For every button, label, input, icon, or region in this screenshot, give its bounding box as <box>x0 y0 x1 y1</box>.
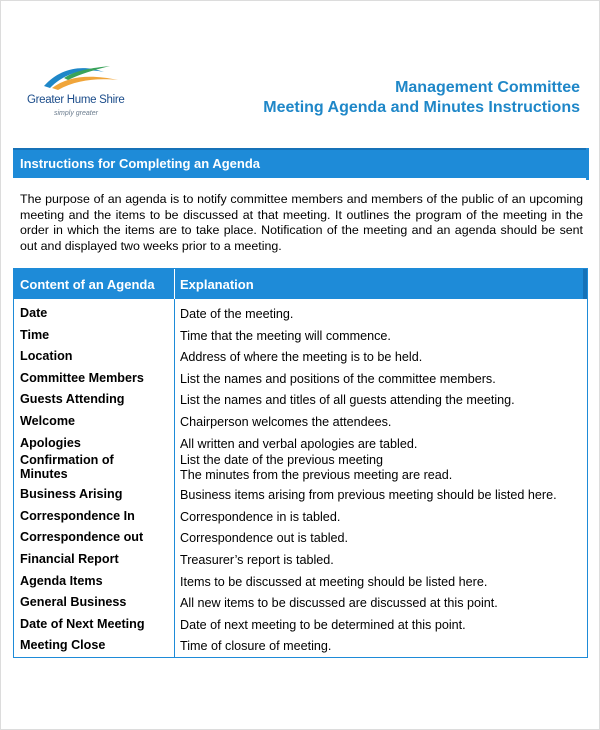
table-header <box>14 269 587 299</box>
row-label: Welcome <box>20 413 76 428</box>
row-label: Financial Report <box>20 551 119 566</box>
row-explanation: Address of where the meeting is to be held. <box>180 350 423 365</box>
row-label: Agenda Items <box>20 573 103 588</box>
row-label: Time <box>20 327 50 342</box>
table-row <box>14 411 587 433</box>
section-heading: Instructions for Completing an Agenda <box>20 156 261 171</box>
row-explanation: Time that the meeting will commence. <box>180 328 391 343</box>
row-label: Confirmation of Minutes <box>20 453 114 482</box>
table-row <box>14 454 587 484</box>
row-label: Committee Members <box>20 370 144 385</box>
row-explanation: Date of next meeting to be determined at this point. <box>180 617 466 632</box>
title-line-2: Meeting Agenda and Minutes Instructions <box>263 99 580 116</box>
row-explanation: Time of closure of meeting. <box>180 639 332 654</box>
row-explanation: Business items arising from previous meeting should be listed here. <box>180 488 557 503</box>
table-body <box>14 303 587 657</box>
row-explanation: All new items to be discussed are discussed at this point. <box>180 596 498 611</box>
row-label: Meeting Close <box>20 638 106 653</box>
row-label: General Business <box>20 595 127 610</box>
row-explanation: Treasurer’s report is tabled. <box>180 552 334 567</box>
row-label: Apologies <box>20 435 81 450</box>
table-row <box>14 346 587 368</box>
row-explanation: Chairperson welcomes the attendees. <box>180 414 392 429</box>
org-logo <box>27 62 137 122</box>
row-explanation: Date of the meeting. <box>180 307 294 321</box>
row-label: Correspondence out <box>20 530 144 545</box>
table-row <box>14 571 587 593</box>
row-explanation: List the names and titles of all guests attending the meeting. <box>180 393 515 408</box>
table-row <box>14 484 587 506</box>
row-label: Guests Attending <box>20 392 125 407</box>
row-explanation: List the date of the previous meeting The minutes from the previous meeting are read. <box>180 453 453 483</box>
row-explanation: Correspondence in is tabled. <box>180 509 341 524</box>
table-row <box>14 389 587 411</box>
row-explanation: Correspondence out is tabled. <box>180 531 349 546</box>
table-row <box>14 592 587 614</box>
section-bar-marker <box>586 148 589 180</box>
table-row <box>14 325 587 347</box>
table-row <box>14 614 587 636</box>
table-row <box>14 549 587 571</box>
section-heading-bar <box>13 148 589 178</box>
title-line-1: Management Committee <box>395 79 580 96</box>
table-row <box>14 506 587 528</box>
header-marker <box>583 269 587 299</box>
row-label: Location <box>20 349 73 364</box>
table-row <box>14 527 587 549</box>
org-name: Greater Hume Shire <box>27 94 125 106</box>
agenda-table <box>13 268 588 658</box>
intro-paragraph: The purpose of an agenda is to notify committee members and members of the public of an upcoming meeting and the items to be discussed at that meeting. It outlines the program of the meeting in the order in which the items are to take place. Notification of the meeting and an agenda should be sent out and displayed two weeks prior to a meeting. <box>20 192 583 253</box>
row-explanation: All written and verbal apologies are tabled. <box>180 436 418 451</box>
header-divider <box>174 269 175 299</box>
table-row <box>14 303 587 325</box>
table-row <box>14 433 587 455</box>
row-explanation: List the names and positions of the committee members. <box>180 371 496 386</box>
row-explanation: Items to be discussed at meeting should be listed here. <box>180 574 488 589</box>
table-row <box>14 635 587 657</box>
row-label: Date of Next Meeting <box>20 616 145 631</box>
document-title <box>263 78 580 118</box>
row-label: Date <box>20 306 48 320</box>
swoosh-logo-icon <box>42 62 122 94</box>
header-explanation: Explanation <box>180 277 254 292</box>
header-content: Content of an Agenda <box>20 277 155 292</box>
table-row <box>14 368 587 390</box>
org-tagline: simply greater <box>54 110 98 117</box>
row-label: Correspondence In <box>20 508 135 523</box>
row-label: Business Arising <box>20 487 123 502</box>
